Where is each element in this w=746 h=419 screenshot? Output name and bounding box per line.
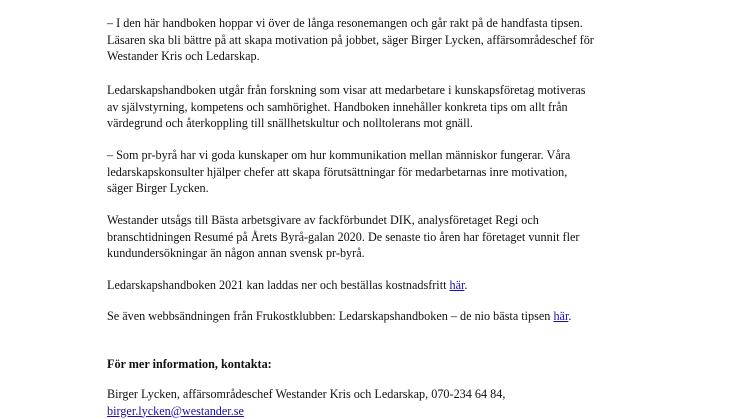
text-line: branschtidningen Resumé på Årets Byrå-galan 2020. De senaste tio åren har företaget vunnit fler (107, 229, 580, 244)
contact-block (107, 386, 505, 419)
text-line: Läsaren ska bli bättre på att skapa motivation på jobbet, säger Birger Lycken, affärsområdeschef för (107, 32, 594, 47)
paragraph-webcast (107, 308, 571, 325)
paragraph-quote-handbook (107, 15, 594, 65)
paragraph-awards (107, 212, 579, 262)
webcast-link[interactable]: här (553, 309, 569, 323)
contact-line: Birger Lycken, affärsområdeschef Westander Kris och Ledarskap, 070-234 64 84, (107, 387, 506, 401)
webcast-period: . (568, 309, 572, 323)
download-period: . (464, 278, 468, 292)
download-link[interactable]: här (449, 278, 465, 292)
text-line: Westander utsågs till Bästa arbetsgivare av fackförbundet DIK, analysföretaget Regi och (107, 213, 539, 227)
paragraph-research (107, 82, 586, 132)
text-line: – I den här handboken hoppar vi över de långa resonemangen och går rakt på de handfasta tipsen. (107, 16, 583, 30)
text-line: av självstyrning, kompetens och samhörighet. Handboken innehåller konkreta tips om allt från (107, 99, 568, 114)
webcast-text: Se även webbsändningen från Frukostklubben: Ledarskapshandboken – de nio bästa tipsen (107, 309, 554, 323)
contact-email-link[interactable]: birger.lycken@westander.se (107, 403, 244, 418)
paragraph-quote-pr-agency (107, 147, 570, 197)
text-line: Westander Kris och Ledarskap. (107, 49, 260, 64)
text-line: kundundersökningar än någon annan svensk pr-byrå. (107, 246, 365, 261)
text-line: värdegrund och återkoppling till snällhetskultur och nolltolerans mot gnäll. (107, 116, 473, 131)
text-line: – Som pr-byrå har vi goda kunskaper om hur kommunikation mellan människor fungerar. Våra (107, 148, 571, 162)
download-text: Ledarskapshandboken 2021 kan laddas ner och beställas kostnadsfritt (107, 278, 450, 292)
contact-heading: För mer information, kontakta: (107, 357, 272, 371)
paragraph-download (107, 277, 467, 294)
text-line: Ledarskapshandboken utgår från forskning som visar att medarbetare i kunskapsföretag motiveras (107, 83, 586, 97)
text-line: ledarskapskonsulter hjälper chefer att skapa förutsättningar för medarbetarnas inre motivation, (107, 164, 568, 179)
text-line: säger Birger Lycken. (107, 181, 209, 196)
